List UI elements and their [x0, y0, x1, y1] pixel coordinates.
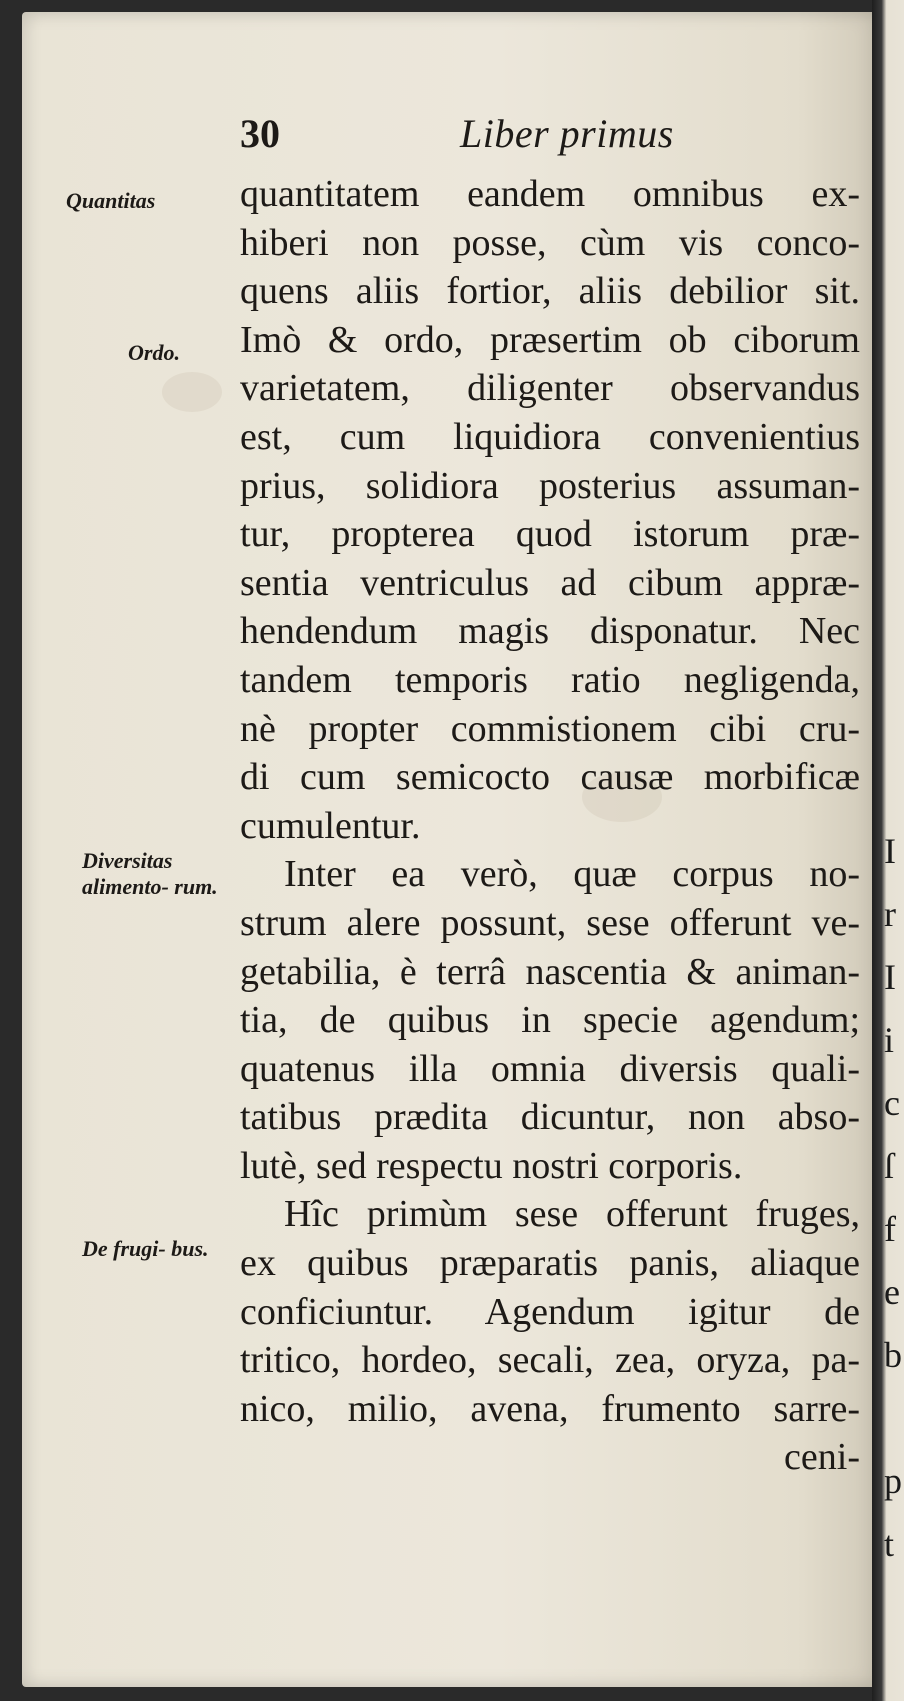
text-line: conficiuntur. Agendum igitur de	[240, 1290, 860, 1333]
text-line: sentia ventriculus ad cibum appræ-	[240, 561, 860, 604]
text-line: tur, propterea quod istorum præ-	[240, 513, 860, 556]
text-line: est, cum liquidiora convenientius	[240, 415, 860, 458]
text-line: tritico, hordeo, secali, zea, oryza, pa-	[240, 1339, 860, 1382]
running-title: Liber primus	[460, 111, 674, 156]
text-line: di cum semicocto causæ morbificæ	[240, 756, 860, 799]
text-line: Inter ea verò, quæ corpus no-	[284, 853, 860, 896]
main-text-block	[240, 170, 860, 1482]
text-line: varietatem, diligenter observandus	[240, 367, 860, 410]
text-line: quatenus illa omnia diversis quali-	[240, 1047, 860, 1090]
text-line: getabilia, è terrâ nascentia & animan-	[240, 950, 860, 993]
page-number: 30	[240, 111, 280, 156]
text-line: lutè, sed respectu nostri corporis.	[240, 1144, 743, 1187]
text-line: Imò & ordo, præsertim ob ciborum	[240, 318, 860, 361]
text-line: hendendum magis disponatur. Nec	[240, 610, 860, 653]
marginal-note-quantitas: Quantitas	[66, 188, 156, 213]
marginal-note-ordo: Ordo.	[128, 340, 180, 365]
text-line: strum alere possunt, sese offerunt ve-	[240, 901, 860, 944]
catchword: ceni-	[784, 1436, 860, 1479]
text-line: nico, milio, avena, frumento sarre-	[240, 1387, 860, 1430]
running-head	[240, 110, 860, 166]
text-line: quantitatem eandem omnibus ex-	[240, 173, 860, 215]
text-line: hiberi non posse, cùm vis conco-	[240, 221, 860, 264]
text-line: ex quibus præparatis panis, aliaque	[240, 1242, 860, 1285]
text-line: tia, de quibus in specie agendum;	[240, 999, 860, 1042]
paper-stain	[162, 372, 222, 412]
facing-page-edge: I r I i c ſ f e b p t	[884, 831, 902, 1564]
marginal-note-diversitas: Diversitas alimento- rum.	[82, 848, 218, 899]
marginal-note-frugibus: De frugi- bus.	[82, 1236, 209, 1261]
text-line: tandem temporis ratio negligenda,	[240, 658, 860, 701]
text-line: quens aliis fortior, aliis debilior sit.	[240, 270, 860, 313]
text-line: nè propter commistionem cibi cru-	[240, 707, 860, 750]
text-line: cumulentur.	[240, 804, 421, 847]
text-line: Hîc primùm sese offerunt fruges,	[284, 1193, 860, 1236]
text-line: prius, solidiora posterius assuman-	[240, 464, 860, 507]
text-line: tatibus prædita dicuntur, non abso-	[240, 1096, 860, 1139]
